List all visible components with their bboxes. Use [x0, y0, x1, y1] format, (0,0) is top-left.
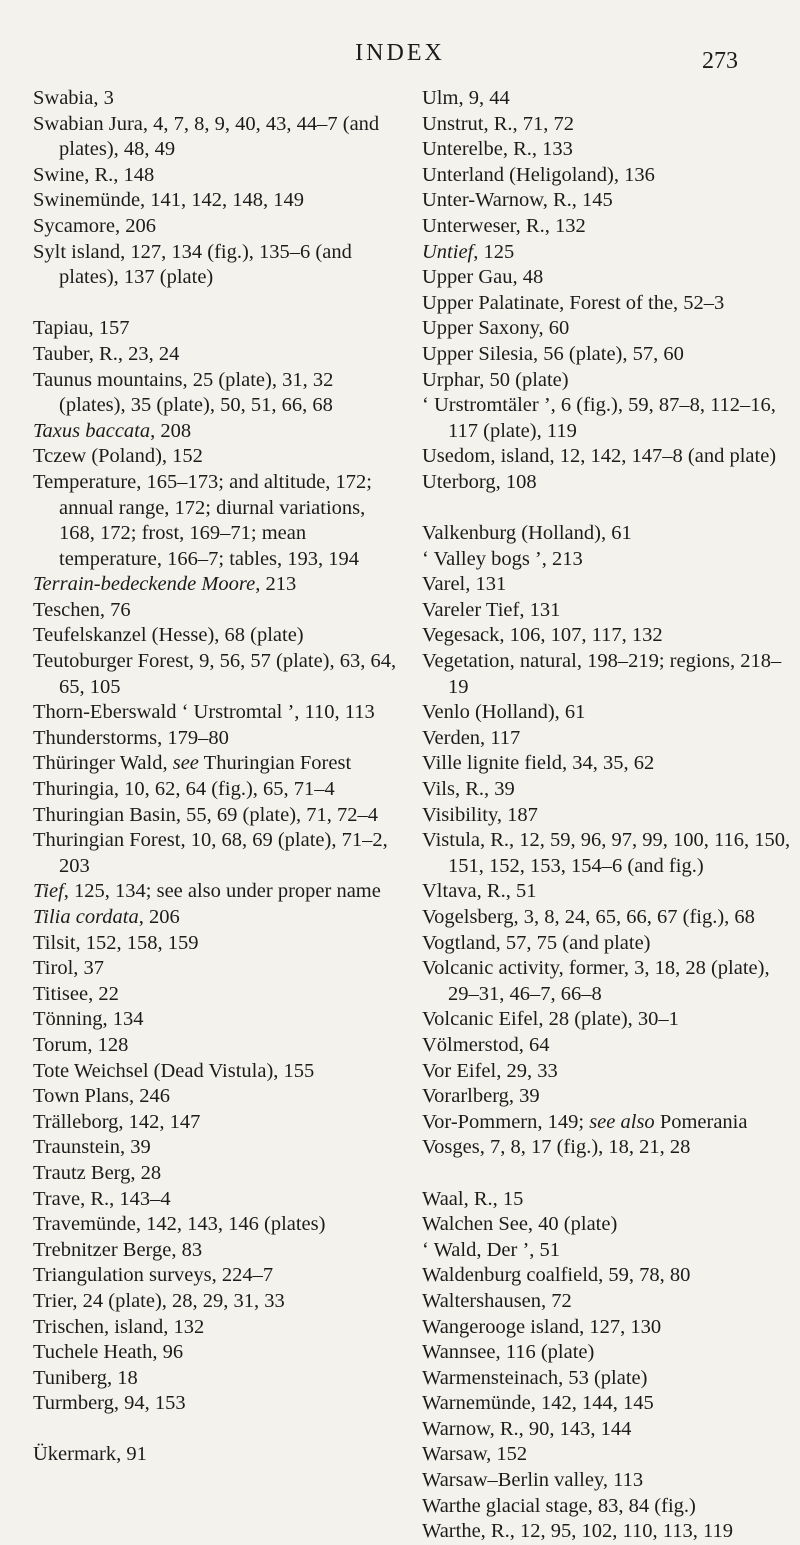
index-entry: Tirol, 37: [33, 957, 105, 980]
index-entry: Swine, R., 148: [33, 163, 155, 186]
index-entry: Thüringer Wald, see Thuringian Forest: [33, 752, 352, 775]
index-entry: Town Plans, 246: [33, 1085, 170, 1108]
index-entry: Tilsit, 152, 158, 159: [33, 931, 199, 954]
index-entry: Warthe, R., 12, 95, 102, 110, 113, 119: [422, 1520, 733, 1543]
letter-section-gap: [33, 291, 403, 317]
index-entry: Wannsee, 116 (plate): [422, 1341, 595, 1364]
index-entry: Upper Gau, 48: [422, 266, 544, 289]
index-entry: Trave, R., 143–4: [33, 1187, 171, 1210]
index-entry: Tote Weichsel (Dead Vistula), 155: [33, 1059, 315, 1082]
index-entry: Warnemünde, 142, 144, 145: [422, 1392, 654, 1415]
index-entry: Thorn-Eberswald ‘ Urstromtal ’, 110, 113: [33, 701, 375, 724]
index-entry: Tönning, 134: [33, 1008, 144, 1031]
index-entry: Verden, 117: [422, 726, 521, 749]
index-entry: Vltava, R., 51: [422, 880, 537, 903]
index-entry: Vareler Tief, 131: [422, 598, 561, 621]
index-entry: Trebnitzer Berge, 83: [33, 1238, 203, 1261]
index-entry: Taunus mountains, 25 (plate), 31, 32 (plates), 35 (plate), 50, 51, 66, 68: [33, 368, 334, 417]
index-entry: Thuringian Basin, 55, 69 (plate), 71, 72–4: [33, 803, 379, 826]
index-entry: Visibility, 187: [422, 803, 538, 826]
page-title: INDEX: [355, 40, 445, 66]
index-entry: Untief, 125: [422, 240, 515, 263]
index-entry: Teufelskanzel (Hesse), 68 (plate): [33, 624, 304, 647]
index-entry: ‘ Urstromtäler ’, 6 (fig.), 59, 87–8, 112–16, 117 (plate), 119: [422, 394, 776, 442]
index-entry: Titisee, 22: [33, 982, 119, 1005]
index-entry: ‘ Valley bogs ’, 213: [422, 547, 583, 570]
index-entry: Unterelbe, R., 133: [422, 138, 573, 161]
index-entry: Vegesack, 106, 107, 117, 132: [422, 624, 663, 647]
index-entry: Venlo (Holland), 61: [422, 701, 586, 724]
index-entry: Varel, 131: [422, 573, 507, 596]
index-entry: Vor Eifel, 29, 33: [422, 1059, 558, 1082]
index-entry: Uterborg, 108: [422, 470, 537, 493]
index-entry: Trälleborg, 142, 147: [33, 1110, 201, 1133]
index-entry: Unterweser, R., 132: [422, 214, 586, 237]
index-entry: Teutoburger Forest, 9, 56, 57 (plate), 63, 64, 65, 105: [33, 650, 397, 698]
index-entry: Vistula, R., 12, 59, 96, 97, 99, 100, 116, 150, 151, 152, 153, 154–6 (and fig.): [422, 829, 791, 877]
index-entry: Waltershausen, 72: [422, 1289, 572, 1312]
letter-section-gap: [422, 1161, 792, 1187]
index-entry: Unstrut, R., 71, 72: [422, 112, 575, 135]
index-entry: Upper Silesia, 56 (plate), 57, 60: [422, 342, 684, 365]
index-entry: Taxus baccata, 208: [33, 419, 192, 442]
index-entry: Tczew (Poland), 152: [33, 445, 203, 468]
index-entry: Torum, 128: [33, 1033, 129, 1056]
index-entry: Tilia cordata, 206: [33, 906, 180, 928]
index-entry: Waal, R., 15: [422, 1187, 524, 1210]
index-entry: Vils, R., 39: [422, 778, 515, 801]
index-entry: Walchen See, 40 (plate): [422, 1213, 618, 1236]
index-entry: Tief, 125, 134; see also under proper name: [33, 880, 381, 903]
index-entry: Turmberg, 94, 153: [33, 1392, 186, 1415]
index-entry: Warsaw, 152: [422, 1443, 528, 1466]
index-entry: Volcanic Eifel, 28 (plate), 30–1: [422, 1008, 679, 1031]
index-entry: Vor-Pommern, 149; see also Pomerania: [422, 1110, 748, 1133]
index-entry: Warnow, R., 90, 143, 144: [422, 1417, 632, 1440]
index-column-right: [422, 86, 792, 1545]
index-entry: Warmensteinach, 53 (plate): [422, 1366, 648, 1389]
index-entry: Tauber, R., 23, 24: [33, 342, 180, 365]
index-entry: Ville lignite field, 34, 35, 62: [422, 752, 655, 775]
index-entry: Upper Saxony, 60: [422, 317, 570, 340]
index-entry: Usedom, island, 12, 142, 147–8 (and plate): [422, 445, 777, 468]
index-entry: Unter-Warnow, R., 145: [422, 189, 613, 212]
index-entry: Travemünde, 142, 143, 146 (plates): [33, 1213, 326, 1236]
page-header: [0, 40, 800, 74]
index-entry: Urphar, 50 (plate): [422, 368, 569, 391]
index-entry: Vegetation, natural, 198–219; regions, 218–19: [422, 650, 782, 698]
index-entry: Upper Palatinate, Forest of the, 52–3: [422, 291, 725, 314]
index-entry: Vogelsberg, 3, 8, 24, 65, 66, 67 (fig.), 68: [422, 906, 755, 928]
index-entry: Warsaw–Berlin valley, 113: [422, 1469, 644, 1492]
index-entry: Vosges, 7, 8, 17 (fig.), 18, 21, 28: [422, 1136, 691, 1159]
index-entry: Vogtland, 57, 75 (and plate): [422, 931, 651, 954]
index-entry: Tapiau, 157: [33, 317, 130, 340]
index-entry: Volcanic activity, former, 3, 18, 28 (plate), 29–31, 46–7, 66–8: [422, 957, 770, 1005]
letter-section-gap: [422, 496, 792, 522]
index-entry: Ulm, 9, 44: [422, 87, 510, 109]
index-entry: Trier, 24 (plate), 28, 29, 31, 33: [33, 1289, 285, 1312]
index-entry: Valkenburg (Holland), 61: [422, 522, 632, 545]
index-entry: Sylt island, 127, 134 (fig.), 135–6 (and plates), 137 (plate): [33, 240, 352, 289]
index-entry: Sycamore, 206: [33, 214, 156, 237]
index-entry: Trautz Berg, 28: [33, 1161, 162, 1184]
index-entry: Unterland (Heligoland), 136: [422, 163, 655, 186]
index-entry: Teschen, 76: [33, 598, 131, 621]
index-entry: Terrain-bedeckende Moore, 213: [33, 573, 297, 596]
index-entry: Traunstein, 39: [33, 1136, 151, 1159]
index-entry: Triangulation surveys, 224–7: [33, 1264, 274, 1287]
index-entry: Warthe glacial stage, 83, 84 (fig.): [422, 1494, 696, 1517]
index-entry: Swabian Jura, 4, 7, 8, 9, 40, 43, 44–7 (and plates), 48, 49: [33, 112, 380, 161]
index-entry: Swabia, 3: [33, 87, 114, 109]
index-entry: ‘ Wald, Der ’, 51: [422, 1238, 561, 1261]
index-column-left: [33, 86, 403, 1468]
index-entry: Tuniberg, 18: [33, 1366, 138, 1389]
index-entry: Temperature, 165–173; and altitude, 172; annual range, 172; diurnal variations, 168, 172; frost, 169–71; mean temperature, 166–7; tables, 193, 194: [33, 470, 373, 570]
index-entry: Völmerstod, 64: [422, 1033, 550, 1056]
index-entry: Trischen, island, 132: [33, 1315, 205, 1338]
index-entry: Swinemünde, 141, 142, 148, 149: [33, 189, 305, 212]
page-number: 273: [702, 48, 738, 74]
index-entry: Waldenburg coalfield, 59, 78, 80: [422, 1264, 691, 1287]
index-entry: Thuringia, 10, 62, 64 (fig.), 65, 71–4: [33, 778, 335, 801]
index-entry: Ükermark, 91: [33, 1443, 147, 1466]
index-entry: Tuchele Heath, 96: [33, 1341, 184, 1364]
index-entry: Thuringian Forest, 10, 68, 69 (plate), 71–2, 203: [33, 829, 388, 877]
index-entry: Thunderstorms, 179–80: [33, 726, 229, 749]
letter-section-gap: [33, 1417, 403, 1443]
index-entry: Wangerooge island, 127, 130: [422, 1315, 662, 1338]
index-entry: Vorarlberg, 39: [422, 1085, 540, 1108]
